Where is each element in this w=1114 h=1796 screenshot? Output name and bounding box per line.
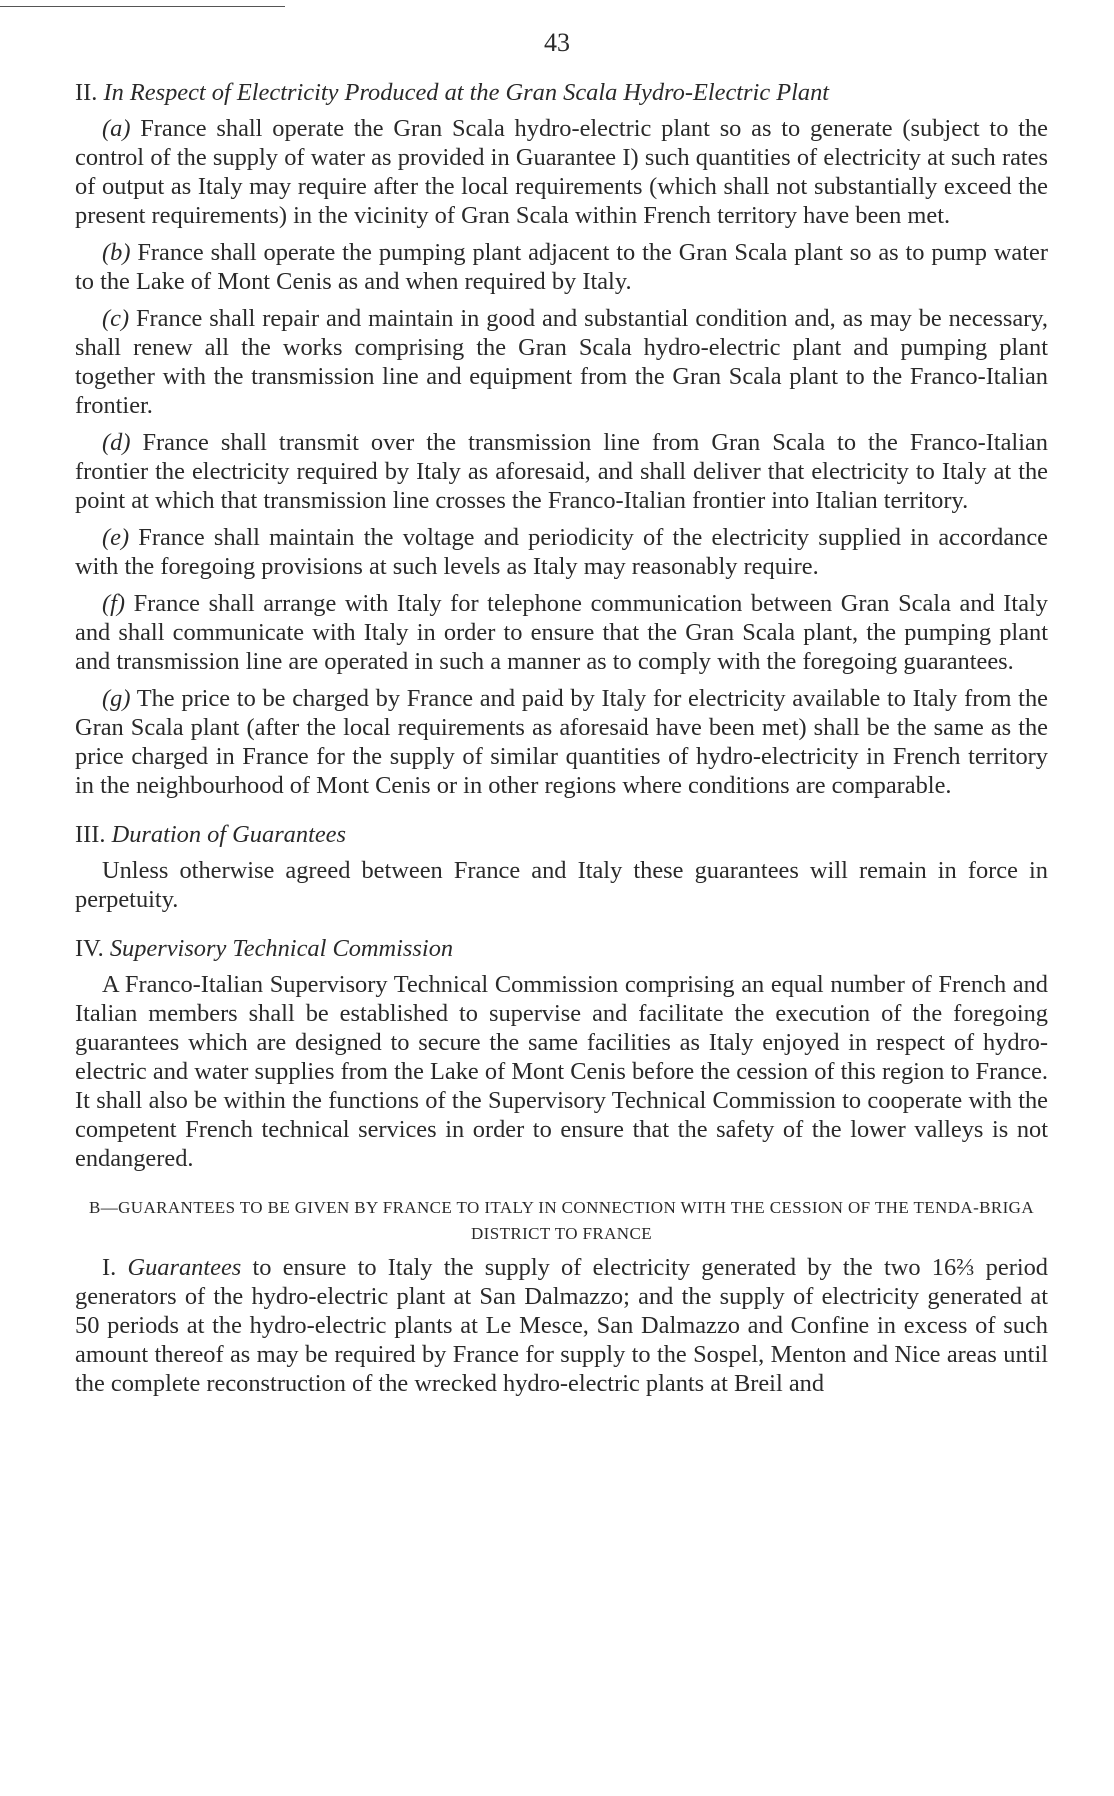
item-title: Guarantees [127,1254,242,1281]
section-iv-numeral: IV. [75,935,104,962]
section-ii-numeral: II. [75,79,98,106]
part-b-heading: B—GUARANTEES TO BE GIVEN BY FRANCE TO ITALY IN CONNECTION WITH THE CESSION OF THE TENDA-BRIGA DISTRICT TO FRANCE [88,1198,1035,1243]
clause-b [75,238,1048,296]
clause-e [75,523,1048,581]
clause-text: France shall operate the pumping plant adjacent to the Gran Scala plant so as to pump water to the Lake of Mont Cenis as and when required by Italy. [75,239,1048,295]
spacer [75,922,1048,934]
clause-label: (b) [102,239,131,266]
clause-text: France shall operate the Gran Scala hydro-electric plant so as to generate (subject to the control of the supply of water as provided in Guarantee I) such quantities of electricity at such rates of output as Italy may require after the local requirements (which shall not substantially exceed the present requirements) in the vicinity of Gran Scala within French territory have been met. [75,115,1048,229]
section-ii-title: In Respect of Electricity Produced at the Gran Scala Hydro-Electric Plant [103,79,830,106]
page-number: 43 [544,28,570,57]
clause-g [75,684,1048,800]
clause-d [75,428,1048,515]
part-b-item-1 [75,1253,1048,1398]
page-body [75,78,1048,1406]
top-rule [0,6,285,7]
section-iv-title: Supervisory Technical Commission [109,935,454,962]
clause-text: France shall repair and maintain in good and substantial condition and, as may be necessary, shall renew all the works comprising the Gran Scala hydro-electric plant and pumping plant together with the transmission line and equipment from the Gran Scala plant to the Franco-Italian frontier. [75,305,1048,419]
section-iii-text: Unless otherwise agreed between France and Italy these guarantees will remain in force in perpetuity. [75,857,1048,913]
clause-label: (c) [102,305,130,332]
clause-a [75,114,1048,230]
section-iii-title: Duration of Guarantees [111,821,346,848]
section-iv-text: A Franco-Italian Supervisory Technical Commission comprising an equal number of French and Italian members shall be established to supervise and facilitate the execution of the foregoing guarantees which are designed to secure the same facilities as Italy enjoyed in respect of hydro-electric and water supplies from the Lake of Mont Cenis before the cession of this region to France. It shall also be within the functions of the Supervisory Technical Commission to cooperate with the competent French technical services in order to ensure that the safety of the lower valleys is not endangered. [75,971,1048,1172]
section-iii-heading [75,820,1048,849]
clause-text: France shall transmit over the transmission line from Gran Scala to the Franco-Italian frontier the electricity required by Italy as aforesaid, and shall deliver that electricity to Italy at the point at which that transmission line crosses the Franco-Italian frontier into Italian territory. [75,429,1048,514]
item-text: to ensure to Italy the supply of electricity generated by the two 16⅔ period generators of the hydro-electric plant at San Dalmazzo; and the supply of electricity generated at 50 periods at the hydro-electric plants at Le Mesce, San Dalmazzo and Confine in excess of such amount thereof as may be required by France for supply to the Sospel, Menton and Nice areas until the complete reconstruction of the wrecked hydro-electric plants at Breil and [75,1254,1048,1397]
section-ii-heading [75,78,1048,107]
item-numeral: I. [102,1254,117,1281]
clause-label: (d) [102,429,131,456]
clause-label: (a) [102,115,131,142]
spacer [75,808,1048,820]
clause-label: (e) [102,524,130,551]
clause-label: (f) [102,590,126,617]
clause-text: France shall arrange with Italy for telephone communication between Gran Scala and Italy and shall communicate with Italy in order to ensure that the Gran Scala plant, the pumping plant and transmission line are operated in such a manner as to comply with the foregoing guarantees. [75,590,1048,675]
clause-text: France shall maintain the voltage and periodicity of the electricity supplied in accordance with the foregoing provisions at such levels as Italy may reasonably require. [75,524,1048,580]
section-iv-heading [75,934,1048,963]
section-iii-numeral: III. [75,821,106,848]
clause-c [75,304,1048,420]
clause-f [75,589,1048,676]
clause-text: The price to be charged by France and paid by Italy for electricity available to Italy from the Gran Scala plant (after the local requirements as aforesaid have been met) shall be the same as the price charged in France for the supply of similar quantities of hydro-electricity in French territory in the neighbourhood of Mont Cenis or in other regions where conditions are comparable. [75,685,1048,799]
clause-label: (g) [102,685,131,712]
